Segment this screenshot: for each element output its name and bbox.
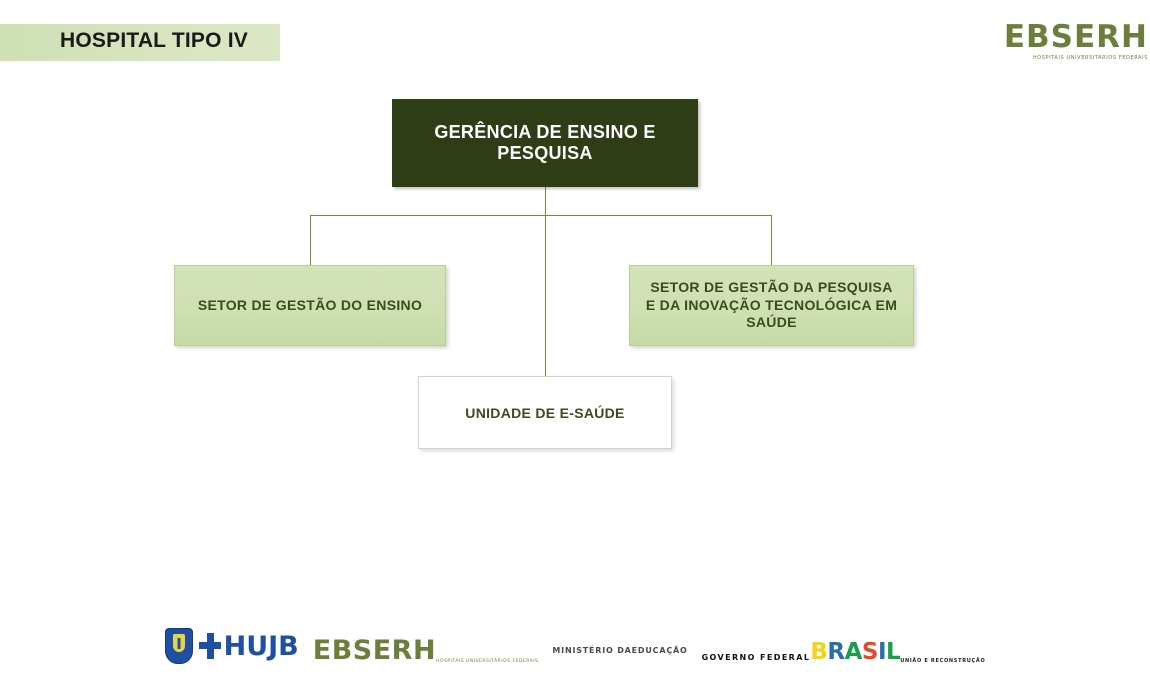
governo-federal-label: GOVERNO FEDERAL — [701, 653, 811, 662]
brasil-letter-r: R — [827, 639, 845, 665]
ebserh-logo — [1003, 19, 1148, 61]
node-gerencia-ensino-pesquisa[interactable] — [392, 99, 698, 187]
node-unit-label: UNIDADE DE E-SAÚDE — [465, 404, 625, 421]
ebserh-footer-logo — [313, 637, 539, 664]
node-root-label: GERÊNCIA DE ENSINO E PESQUISA — [434, 122, 656, 163]
brasil-letter-b: B — [810, 639, 828, 665]
ebserh-footer-wordmark: EBSERH — [312, 635, 437, 666]
connector-root-stem — [545, 187, 546, 216]
node-unidade-esaude[interactable] — [418, 376, 672, 449]
ebserh-footer-tagline: HOSPITAIS UNIVERSITÁRIOS FEDERAIS — [436, 658, 539, 664]
node-setor-gestao-pesquisa-inovacao[interactable] — [629, 265, 914, 346]
page-title: HOSPITAL TIPO IV — [60, 29, 248, 52]
mec-line-2: EDUCAÇÃO — [631, 646, 688, 655]
footer-logo-bar — [0, 612, 1150, 664]
mec-logo — [552, 646, 687, 664]
node-setor-gestao-ensino[interactable] — [174, 265, 446, 346]
hujb-wordmark: HUJB — [223, 630, 299, 662]
connector-right-branch — [771, 215, 772, 265]
node-right-label: SETOR DE GESTÃO DA PESQUISA E DA INOVAÇÃO TECNOLÓGICA EM SAÚDE — [645, 279, 898, 331]
connector-center-branch — [545, 215, 546, 376]
mec-line-1: MINISTÉRIO DA — [552, 646, 632, 655]
brasil-letter-l: L — [886, 639, 901, 665]
ebserh-logo-wordmark: EBSERH — [1003, 19, 1148, 55]
governo-federal-slogan: UNIÃO E RECONSTRUÇÃO — [900, 658, 986, 664]
node-left-label: SETOR DE GESTÃO DO ENSINO — [197, 296, 423, 313]
brasil-wordmark — [810, 641, 900, 664]
hujb-logo — [165, 628, 299, 664]
governo-federal-logo — [702, 641, 986, 664]
brasil-letter-s: S — [861, 639, 878, 665]
connector-horizontal-bar — [310, 215, 772, 216]
brasil-letter-a: A — [844, 639, 862, 665]
hujb-crest-icon — [165, 628, 193, 664]
hospital-cross-icon — [199, 633, 221, 659]
brasil-letter-i: I — [877, 639, 887, 665]
ebserh-logo-tagline: HOSPITAIS UNIVERSITÁRIOS FEDERAIS — [1032, 55, 1148, 61]
connector-left-branch — [310, 215, 311, 265]
